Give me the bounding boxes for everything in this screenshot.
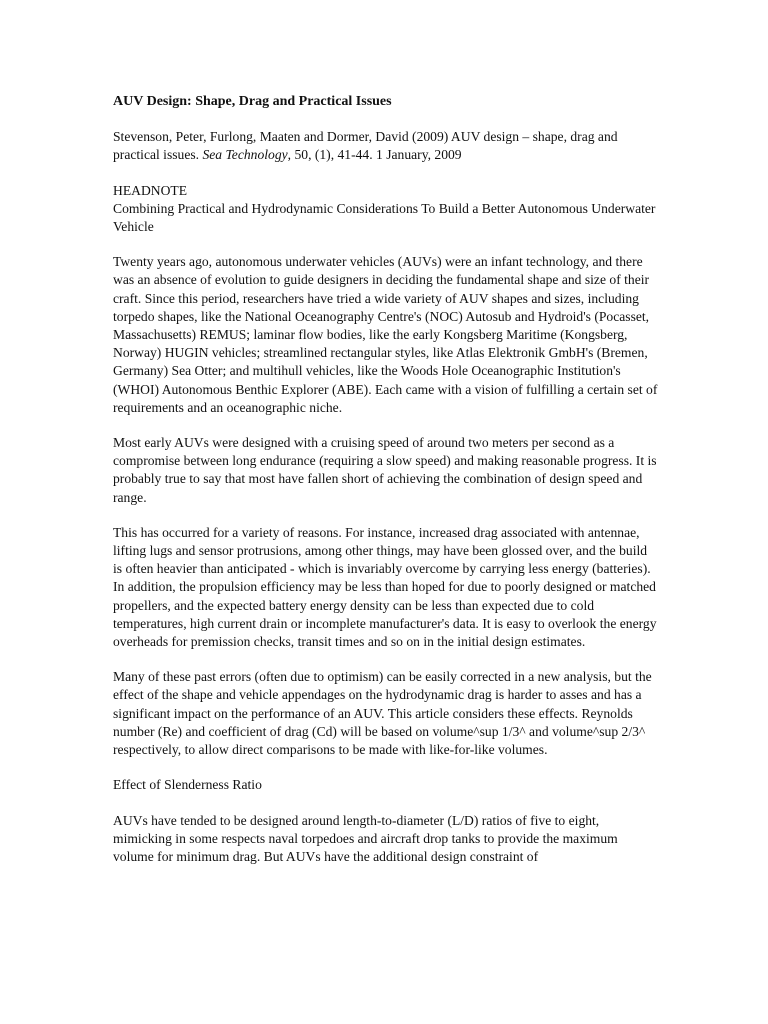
document-page [113,88,658,883]
citation-details: , 50, (1), 41-44. 1 January, 2009 [287,147,462,163]
document-title: AUV Design: Shape, Drag and Practical Issues [113,94,392,109]
section-heading: Effect of Slenderness Ratio [113,777,262,793]
headnote-label: HEADNOTE [113,182,187,198]
body-paragraph-1: Twenty years ago, autonomous underwater vehicles (AUVs) were an infant technology, and there was an absence of evolution to guide designers in deciding the fundamental shape and size of their craft. Since this period, researchers have tried a wide variety of AUV shapes and sizes, including torpedo shapes, like the National Oceanography Centre's (NOC) Autosub and Hydroid's (Pocasset, Massachusetts) REMUS; laminar flow bodies, like the early Kongsberg Maritime (Kongsberg, Norway) HUGIN vehicles; streamlined rectangular styles, like Atlas Elektronik GmbH's (Bremen, Germany) Sea Otter; and multihull vehicles, like the Woods Hole Oceanographic Institution's (WHOI) Autonomous Benthic Explorer (ABE). Each came with a vision of fulfilling a certain set of requirements and an oceanographic niche. [113,254,658,415]
citation-journal: Sea Technology [202,147,288,163]
body-paragraph-3: This has occurred for a variety of reasons. For instance, increased drag associated with antennae, lifting lugs and sensor protrusions, among other things, may have been glossed over, and the build is often heavier than anticipated - which is invariably overcome by carrying less energy (batteries). In addition, the propulsion efficiency may be less than hoped for due to poorly designed or matched propellers, and the expected battery energy density can be less than expected due to cold temperatures, high current drain or incomplete manufacturer's data. It is easy to overlook the energy overheads for premission checks, transit times and so on in the initial design estimates. [113,524,657,650]
body-paragraph-4: Many of these past errors (often due to optimism) can be easily corrected in a new analysis, but the effect of the shape and vehicle appendages on the hydrodynamic drag is harder to asses and has a significant impact on the performance of an AUV. This article considers these effects. Reynolds number (Re) and coefficient of drag (Cd) will be based on volume^sup 1/3^ and volume^sup 2/3^ respectively, to allow direct comparisons to be made with like-for-like volumes. [113,669,652,758]
section-paragraph-1: AUVs have tended to be designed around length-to-diameter (L/D) ratios of five to eight, mimicking in some respects naval torpedoes and aircraft drop tanks to provide the maximum volume for minimum drag. But AUVs have the additional design constraint of [113,812,618,864]
body-paragraph-2: Most early AUVs were designed with a cruising speed of around two meters per second as a compromise between long endurance (requiring a slow speed) and making reasonable progress. It is probably true to say that most have fallen short of achieving the combination of design speed and range. [113,435,657,505]
citation [113,128,658,164]
citation-authors: Stevenson, Peter, Furlong, Maaten and Dormer, David (2009) AUV design – shape, drag and practical issues. [113,129,618,163]
headnote-text: Combining Practical and Hydrodynamic Considerations To Build a Better Autonomous Underwater Vehicle [113,200,656,235]
